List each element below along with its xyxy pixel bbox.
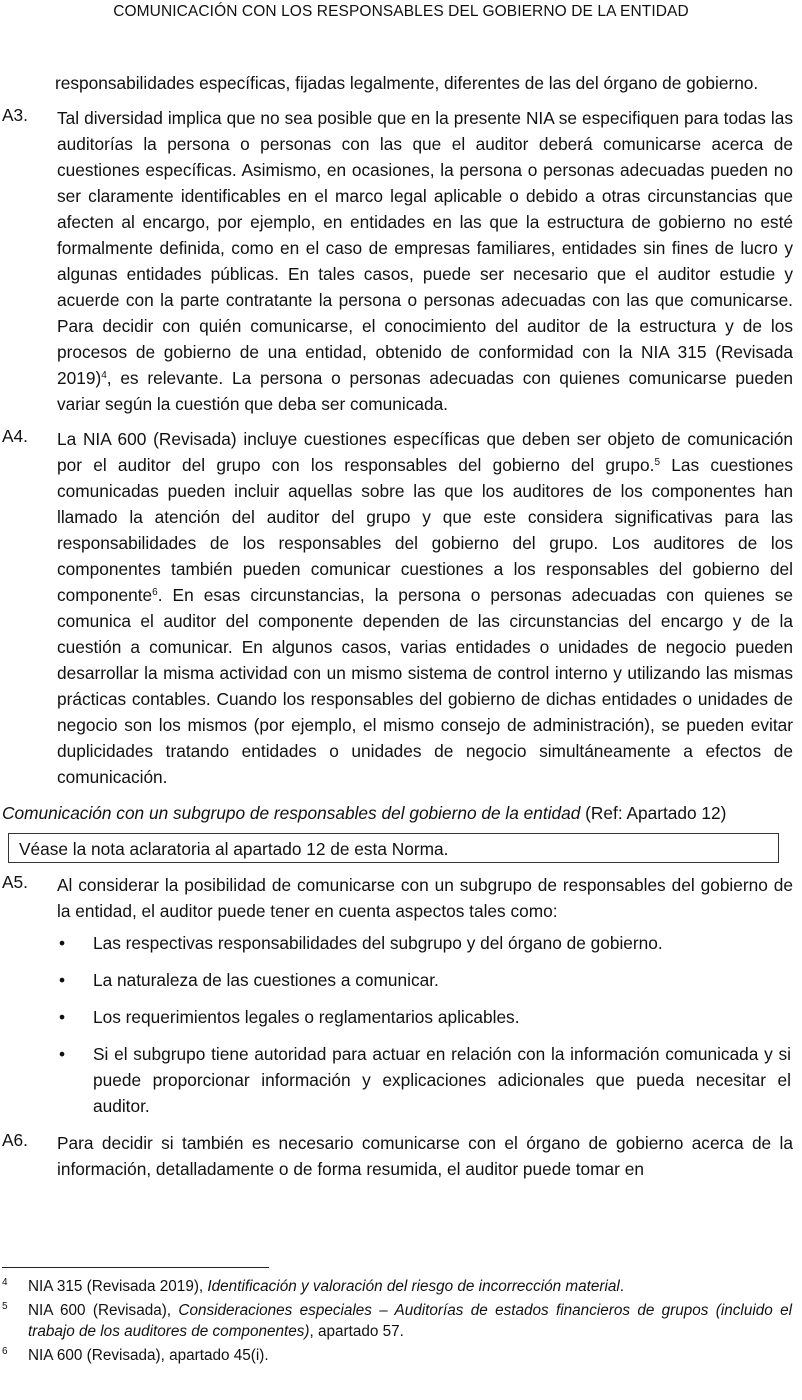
footnote-number: 6 [2, 1346, 8, 1357]
paragraph-a4 [0, 426, 802, 790]
list-item: • La naturaleza de las cuestiones a comunicar. [55, 967, 791, 993]
bullet-list [55, 930, 791, 1119]
paragraph-number: A5. [2, 872, 28, 892]
bullet-icon: • [59, 970, 66, 990]
footnote-text: NIA 600 (Revisada), Consideraciones especiales – Auditorías de estados financieros de grupos (incluido el trabajo de los auditores de componentes), apartado 57. [28, 1302, 792, 1340]
paragraph-number: A6. [2, 1130, 28, 1150]
bullet-icon: • [59, 933, 66, 953]
paragraph-number: A3. [2, 105, 28, 125]
footnote [0, 1276, 802, 1297]
bullet-icon: • [59, 1007, 66, 1027]
paragraph-text: Para decidir si también es necesario comunicarse con el órgano de gobierno acerca de la información, detalladamente o de forma resumida, el auditor puede tomar en [57, 1133, 793, 1179]
page-body [0, 70, 802, 1182]
note-box: Véase la nota aclaratoria al apartado 12 de esta Norma. [8, 833, 779, 863]
paragraph-a3 [0, 105, 802, 417]
section-subheading: Comunicación con un subgrupo de responsables del gobierno de la entidad (Ref: Apartado 12) [2, 803, 727, 823]
footnote-ref[interactable]: 5 [654, 457, 660, 468]
paragraph-text: Al considerar la posibilidad de comunicarse con un subgrupo de responsables del gobierno de la entidad, el auditor puede tener en cuenta aspectos tales como: [57, 875, 793, 921]
paragraph-a6 [0, 1130, 802, 1182]
list-item: • Las respectivas responsabilidades del subgrupo y del órgano de gobierno. [55, 930, 791, 956]
footnote-text: NIA 315 (Revisada 2019), Identificación y valoración del riesgo de incorrección material. [28, 1278, 625, 1295]
footnote-text: NIA 600 (Revisada), apartado 45(i). [28, 1347, 269, 1364]
footnote-number: 4 [2, 1277, 8, 1288]
paragraph-number: A4. [2, 426, 28, 446]
paragraph-a5 [0, 872, 802, 924]
footnote-divider [2, 1267, 269, 1268]
continuation-paragraph: responsabilidades específicas, fijadas legalmente, diferentes de las del órgano de gobierno. [55, 73, 759, 93]
bullet-icon: • [59, 1044, 66, 1064]
list-item: • Si el subgrupo tiene autoridad para actuar en relación con la información comunicada y si puede proporcionar información y explicaciones adicionales que pueda necesitar el auditor. [55, 1041, 791, 1119]
footnote [0, 1345, 802, 1366]
paragraph-text: La NIA 600 (Revisada) incluye cuestiones específicas que deben ser objeto de comunicación por el auditor del grupo con los responsables del gobierno del grupo.$^5$ Las cuestiones comunicadas pueden incluir aquellas sobre las que los auditores de los componentes han llamado la atención del auditor del grupo y que este considera significativas para las responsabilidades de los responsables del gobierno del grupo. Los auditores de los componentes también pueden comunicar cuestiones a los responsables del gobierno del componente$^6$. En esas circunstancias, la persona o personas adecuadas con quienes se comunica el auditor del componente dependen de las circunstancias del encargo y de la cuestión a comunicar. En algunos casos, varias entidades o unidades de negocio pueden desarrollar la misma actividad con un mismo sistema de control interno y utilizando las mismas prácticas contables. Cuando los responsables del gobierno de dichas entidades o unidades de negocio son los mismos (por ejemplo, el mismo consejo de administración), se pueden evitar duplicidades tratando entidades o unidades de negocio simultáneamente a efectos de comunicación. [57, 429, 793, 787]
list-item: • Los requerimientos legales o reglamentarios aplicables. [55, 1004, 791, 1030]
footnote-ref[interactable]: 6 [152, 587, 158, 598]
running-header: COMUNICACIÓN CON LOS RESPONSABLES DEL GOBIERNO DE LA ENTIDAD [113, 3, 689, 20]
footnote-ref[interactable]: 4 [101, 370, 107, 381]
paragraph-text: Tal diversidad implica que no sea posible que en la presente NIA se especifiquen para todas las auditorías la persona o personas con las que el auditor deberá comunicarse acerca de cuestiones específicas. Asimismo, en ocasiones, la persona o personas adecuadas pueden no ser claramente identificables en el marco legal aplicable o debido a otras circunstancias que afecten al encargo, por ejemplo, en entidades en las que la estructura de gobierno no esté formalmente definida, como en el caso de empresas familiares, entidades sin fines de lucro y algunas entidades públicas. En tales casos, puede ser necesario que el auditor estudie y acuerde con la parte contratante la persona o personas adecuadas con las que comunicarse. Para decidir con quién comunicarse, el conocimiento del auditor de la estructura y de los procesos de gobierno de una entidad, obtenido de conformidad con la NIA 315 (Revisada 2019)$^4$, es relevante. La persona o personas adecuadas con quienes comunicarse pueden variar según la cuestión que deba ser comunicada. [57, 108, 793, 414]
footnote [0, 1300, 802, 1342]
footnote-number: 5 [2, 1301, 8, 1312]
footnotes [0, 1276, 802, 1369]
